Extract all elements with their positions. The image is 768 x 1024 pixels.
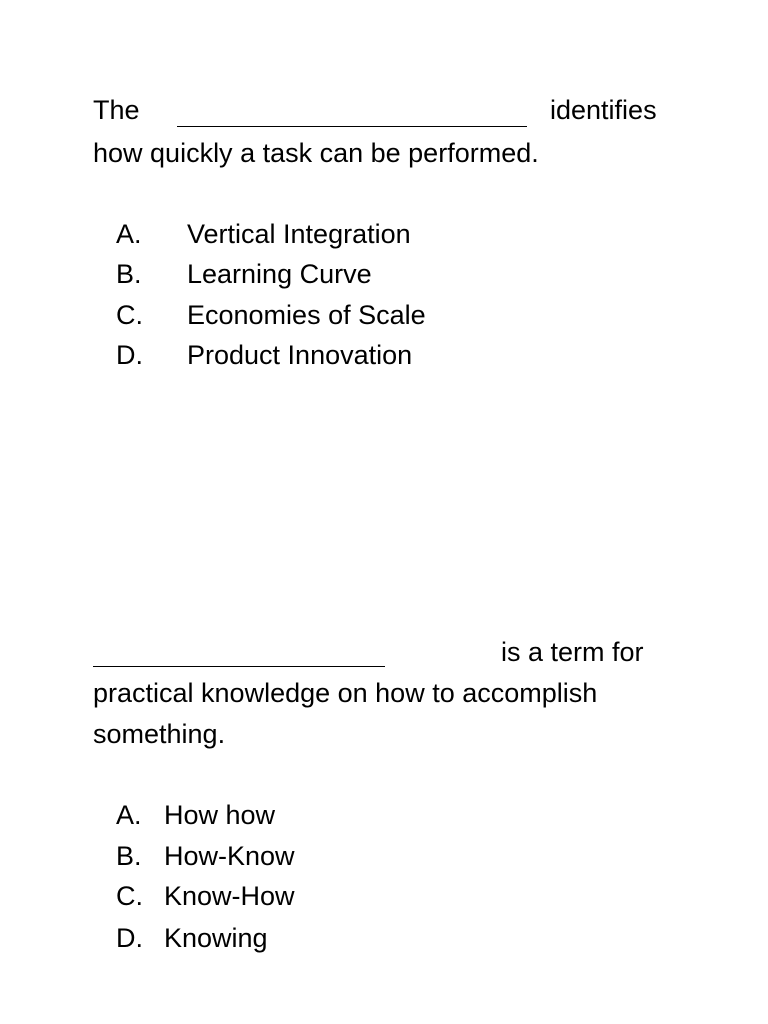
q1-word-after-blank: identifies [550,95,657,125]
q2-option-letter: B. [116,841,142,871]
q2-words-after-blank: is a term for [501,637,644,667]
q2-option-text: Knowing [164,923,268,953]
q2-question-line-3: something. [93,719,226,749]
q1-option-letter: A. [116,219,142,249]
q1-option-letter: D. [116,340,143,370]
q2-option-letter: C. [116,881,143,911]
q1-answer-blank [177,126,527,127]
q2-option-text: How-Know [164,841,295,871]
q2-option-text: Know-How [164,881,295,911]
q1-question-line-2: how quickly a task can be performed. [93,138,539,168]
q1-option-letter: B. [116,259,142,289]
q1-word-before-blank: The [93,95,140,125]
q1-option-text: Vertical Integration [187,219,411,249]
q2-option-text: How how [164,800,276,830]
q2-answer-blank [93,666,385,667]
q2-question-line-2: practical knowledge on how to accomplish [93,678,598,708]
q1-option-text: Learning Curve [187,259,372,289]
q1-option-letter: C. [116,300,143,330]
q1-option-text: Economies of Scale [187,300,426,330]
q1-option-text: Product Innovation [187,340,413,370]
q2-option-letter: D. [116,923,143,953]
q2-option-letter: A. [116,800,142,830]
